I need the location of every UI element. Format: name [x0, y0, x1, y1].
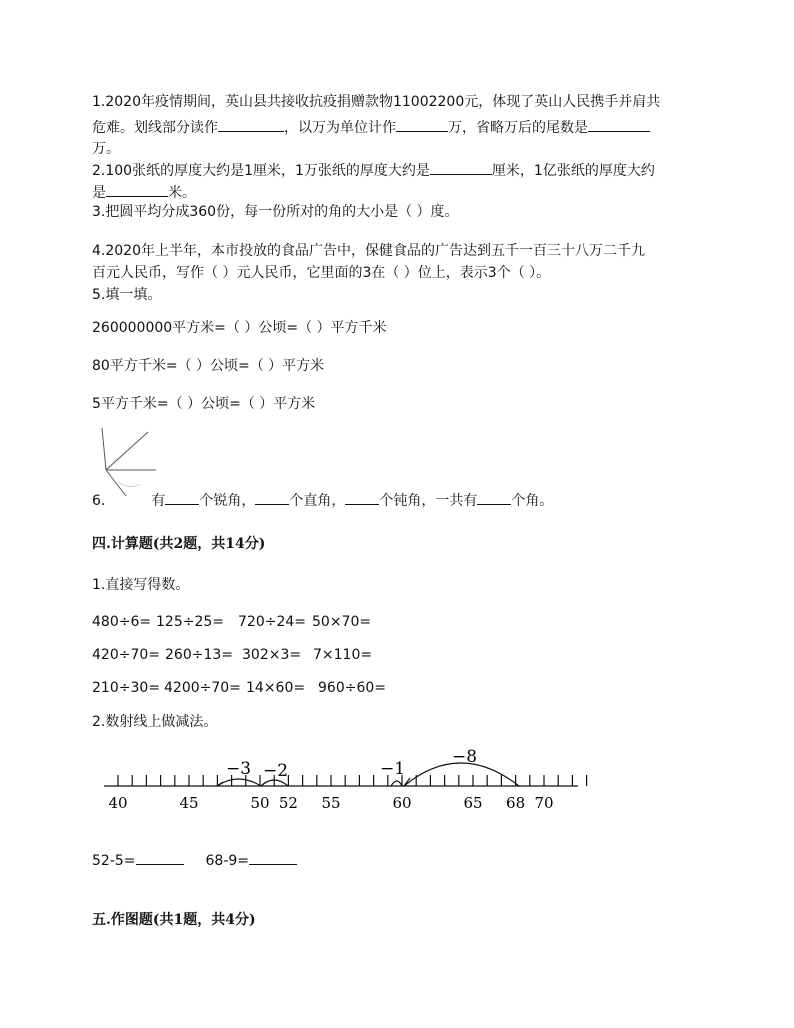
eq-1: 52-5= — [92, 853, 136, 869]
number-line-label: 70 — [534, 794, 554, 812]
q6-text-5: 个角。 — [511, 493, 554, 509]
q1-text-b: ，以万为单位计作 — [284, 120, 396, 136]
arc-label: −2 — [263, 761, 289, 781]
q6-text-4: 个钝角，一共有 — [379, 493, 478, 509]
q2-blank-cm[interactable] — [430, 160, 492, 175]
arc-minus-3 — [217, 779, 261, 786]
q2-text-b: 厘米，1亿张纸的厚度大约 — [491, 163, 655, 179]
calc-item: 420÷70= — [92, 647, 160, 663]
q1-blank-approx[interactable] — [588, 117, 650, 132]
q5-row2: 80平方千米=（ ）公顷=（ ）平方米 — [92, 358, 325, 374]
q1-line1: 1.2020年疫情期间，英山县共接收抗疫捐赠款物11002200元，体现了英山人民携手并肩共 — [92, 94, 661, 110]
q4-line1: 4.2020年上半年，本市投放的食品广告中，保健食品的广告达到五千一百三十八万二千九 — [92, 243, 645, 259]
q6-blank-acute[interactable] — [165, 490, 199, 505]
eq-1-blank[interactable] — [136, 850, 184, 865]
q1-line2 — [92, 117, 650, 138]
section4-heading: 四.计算题(共2题，共14分) — [92, 536, 266, 552]
q6-line — [92, 490, 553, 511]
number-line-label: 52 — [278, 794, 298, 812]
calc-item: 7×110= — [313, 647, 373, 663]
q2-line1 — [92, 160, 655, 181]
q2-line2 — [92, 182, 196, 203]
arc-label: −8 — [452, 747, 478, 767]
q6-blank-obtuse[interactable] — [345, 490, 379, 505]
number-line-label: 40 — [108, 794, 128, 812]
calc-item: 480÷6= — [92, 614, 152, 630]
calc-row-2 — [92, 645, 372, 665]
section5-heading: 五.作图题(共1题，共4分) — [92, 912, 256, 928]
calc-title: 1.直接写得数。 — [92, 577, 190, 593]
ray-up — [102, 428, 106, 470]
q1-line3: 万。 — [92, 141, 120, 157]
q2-text-a: 2.100张纸的厚度大约是1厘米，1万张纸的厚度大约是 — [92, 163, 430, 179]
number-line-label: 45 — [179, 794, 199, 812]
q6-text-3: 个直角， — [289, 493, 346, 509]
q5-row3: 5平方千米=（ ）公顷=（ ）平方米 — [92, 396, 316, 412]
number-line-label: 68 — [506, 794, 526, 812]
number-line-label: 50 — [250, 794, 270, 812]
calc-item: 210÷30= — [92, 680, 160, 696]
calc-item: 50×70= — [312, 614, 372, 630]
eq-2: 68-9= — [205, 853, 250, 869]
calc-item: 720÷24= — [238, 614, 306, 630]
calc-item: 14×60= — [246, 680, 306, 696]
q5-title: 5.填一填。 — [92, 287, 162, 303]
subtraction-line — [92, 850, 297, 871]
number-line — [100, 742, 590, 814]
calc-item: 302×3= — [242, 647, 302, 663]
q2-text-c: 是 — [92, 185, 106, 201]
q3-text: 3.把圆平均分成360份，每一份所对的角的大小是（ ）度。 — [92, 204, 459, 220]
arc-minus-1 — [391, 781, 402, 786]
q2-blank-m[interactable] — [106, 182, 168, 197]
number-line-label: 55 — [321, 794, 341, 812]
q1-text-a: 危难。划线部分读作 — [92, 120, 218, 136]
q6-text-1: 有 — [151, 493, 166, 509]
q6-text-2: 个锐角， — [199, 493, 256, 509]
watermark-mark — [118, 482, 140, 487]
q1-blank-wan[interactable] — [396, 117, 448, 132]
calc-item: 260÷13= — [165, 647, 233, 663]
arc-label: −1 — [380, 759, 406, 779]
q6-blank-total[interactable] — [477, 490, 511, 505]
q5-row1: 260000000平方米=（ ）公顷=（ ）平方千米 — [92, 320, 387, 336]
q4-line2: 百元人民币，写作（ ）元人民币，它里面的3在（ ）位上，表示3个（ ）。 — [92, 265, 551, 281]
calc-row-3 — [92, 678, 386, 698]
eq-2-blank[interactable] — [249, 850, 297, 865]
ray-diagonal — [106, 432, 148, 470]
q2-text-d: 米。 — [168, 185, 196, 201]
q1-blank-reading[interactable] — [218, 117, 284, 132]
number-line-label: 60 — [392, 794, 412, 812]
arc-label: −3 — [226, 759, 252, 779]
numberline-title: 2.数射线上做减法。 — [92, 714, 218, 730]
number-line-labels — [108, 794, 553, 812]
q6-blank-right[interactable] — [255, 490, 289, 505]
number-line-label: 65 — [463, 794, 483, 812]
q6-num: 6. — [92, 493, 106, 509]
q1-text-c: 万，省略万后的尾数是 — [448, 120, 588, 136]
calc-row-1 — [92, 612, 371, 632]
calc-item: 125÷25= — [156, 614, 224, 630]
calc-item: 960÷60= — [318, 680, 386, 696]
calc-item: 4200÷70= — [164, 680, 241, 696]
